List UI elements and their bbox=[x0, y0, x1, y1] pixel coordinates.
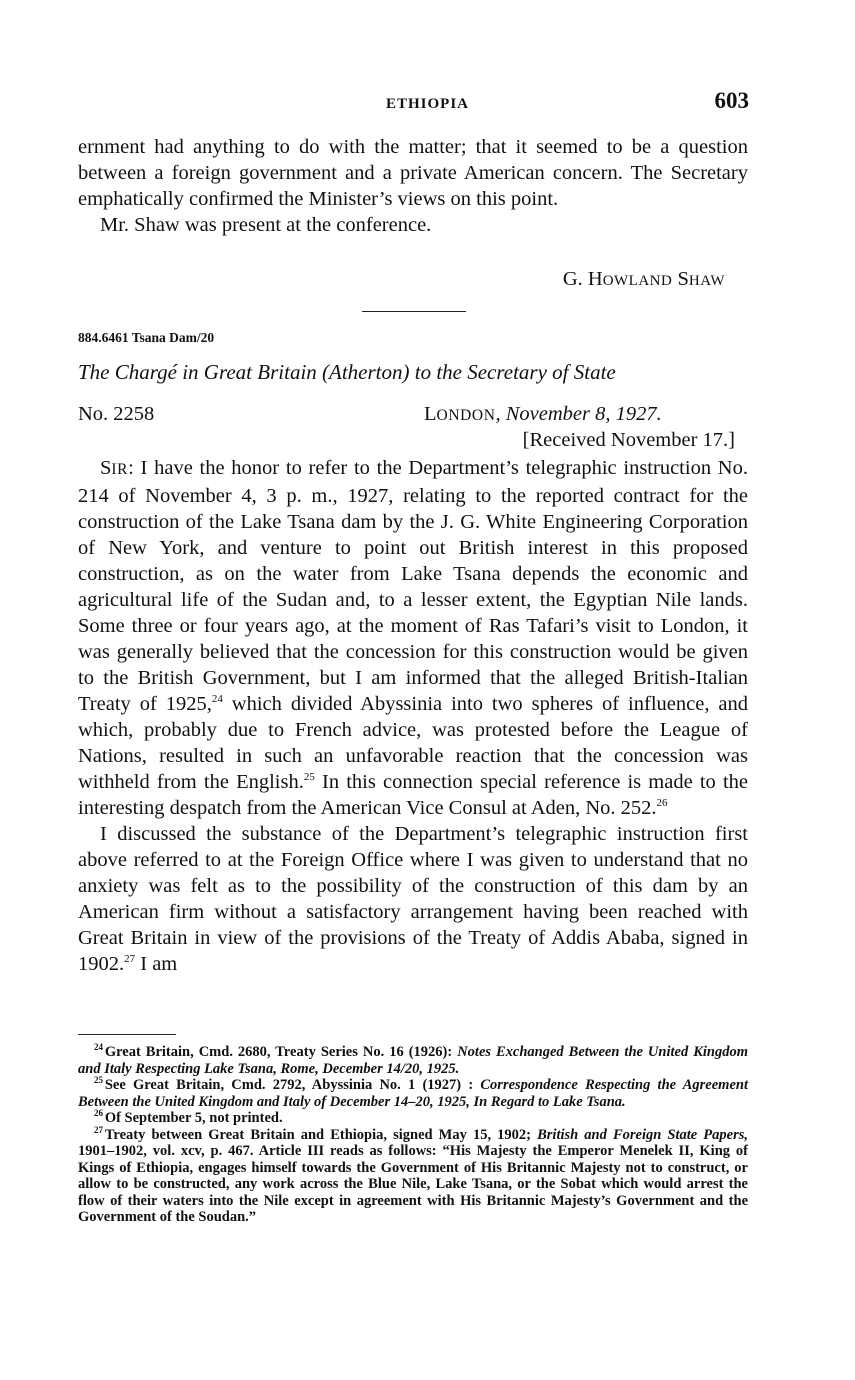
footnote-italic: Notes Exchanged Between the United Kingdom and Italy Respecting Lake Tsana, Rome, December 14/20, 1925. bbox=[78, 1044, 749, 1077]
footnote-italic: Correspondence Respecting the Agreement Between the United Kingdom and Italy of December 14–20, 1925, In Regard to Lake Tsana. bbox=[78, 1077, 748, 1110]
footnote bbox=[78, 1077, 748, 1110]
footnote-text: Of September 5, not printed. bbox=[104, 1110, 283, 1126]
page-header bbox=[0, 88, 855, 120]
salutation-initial: S bbox=[100, 457, 112, 479]
signature-initial: G. H bbox=[562, 268, 603, 290]
footnote bbox=[78, 1124, 749, 1226]
document-place-date bbox=[424, 403, 662, 426]
paragraph-1-part-1: : I have the honor to refer to the Department’s telegraphic instruction No. 214 of November 4, 3 p. m., 1927, relating to the reported contract for the construction of the Lake Tsana dam by the J. G. White Engineering Corporation of New York, and venture to point out British interest in this proposed construction, as on the water from Lake Tsana depends the economic and agricultural life of the Sudan and, to a lesser extent, the Egyptian Nile lands. Some three or four years ago, at the moment of Ras Tafari’s visit to London, it was generally believed that the concession for this construction would be given to the British Government, but I am informed that the alleged British-Italian Treaty of 1925, bbox=[78, 457, 748, 715]
footnote bbox=[78, 1110, 748, 1127]
continuation-paragraph: ernment had anything to do with the matter; that it seemed to be a question between a foreign government and a private American concern. The Secretary emphatically confirmed the Minister’s views on this point. bbox=[78, 136, 748, 210]
received-date: [Received November 17.] bbox=[522, 429, 735, 451]
document-title: The Chargé in Great Britain (Atherton) to the Secretary of State bbox=[78, 360, 616, 384]
footnote-mark: 27 bbox=[94, 1124, 103, 1135]
attendance-paragraph: Mr. Shaw was present at the conference. bbox=[100, 214, 432, 236]
footnote-italic: British and Foreign State Papers, bbox=[537, 1126, 749, 1143]
file-number: 884.6461 Tsana Dam/20 bbox=[78, 330, 215, 345]
running-title: ETHIOPIA bbox=[385, 96, 469, 112]
paragraph-1-part-3: In this connection special reference is made to the interesting despatch from the American Vice Consul at Aden, No. 252. bbox=[78, 771, 748, 819]
footnote-text: See Great Britain, Cmd. 2792, Abyssinia No. 1 (1927) : bbox=[104, 1077, 481, 1093]
footnote bbox=[78, 1044, 748, 1077]
document-date: , November 8, 1927. bbox=[495, 403, 662, 425]
separator-rule bbox=[362, 311, 466, 312]
paragraph-2-part-1: I discussed the substance of the Department’s telegraphic instruction first above referred to at the Foreign Office where I was given to understand that no anxiety was felt as to the possibility of the construction of this dam by an American firm without a satisfactory arrangement having been reached with Great Britain in view of the provisions of the Treaty of Addis Ababa, signed in 1902. bbox=[78, 823, 748, 975]
place-smallcaps: ONDON bbox=[436, 407, 496, 424]
page-number: 603 bbox=[714, 88, 749, 113]
letter-paragraph-2 bbox=[78, 821, 748, 977]
paragraph-1-part-2: which divided Abyssinia into two spheres of influence, and which, probably due to French advice, was protested before the League of Nations, resulted in such an unfavorable reaction that the concession was withheld from the English. bbox=[78, 693, 748, 793]
letter-body bbox=[78, 455, 748, 977]
letter-paragraph-1 bbox=[78, 455, 748, 821]
place-initial: L bbox=[424, 403, 437, 425]
footnote-ref-26: 26 bbox=[656, 797, 668, 810]
footnote-ref-24: 24 bbox=[211, 693, 223, 706]
footnotes bbox=[78, 1044, 748, 1226]
signature-smallcaps-1: OWLAND bbox=[602, 273, 673, 289]
footnote-ref-25: 25 bbox=[303, 771, 315, 784]
footnote-mark: 24 bbox=[94, 1042, 103, 1053]
continuation-text bbox=[78, 134, 748, 238]
salutation-smallcaps: IR bbox=[111, 461, 129, 478]
document-number: No. 2258 bbox=[78, 403, 155, 425]
footnote-mark: 26 bbox=[94, 1108, 103, 1119]
paragraph-2-part-2: I am bbox=[135, 953, 178, 975]
footnote-after: 1901–1902, vol. xcv, p. 467. Article III reads as follows: “His Majesty the Emperor Menelek II, King of Kings of Ethiopia, engages himself towards the Government of His Britannic Majesty not to construct, or allow to be constructed, any work across the Blue Nile, Lake Tsana, or the Sobat which would arrest the flow of their waters into the Nile except in agreement with His Britannic Majesty’s Government and the Government of the Soudan.” bbox=[78, 1143, 748, 1225]
signature bbox=[563, 268, 725, 291]
footnote-ref-27: 27 bbox=[124, 953, 136, 966]
footnote-text: Great Britain, Cmd. 2680, Treaty Series No. 16 (1926): bbox=[104, 1044, 458, 1060]
footnote-mark: 25 bbox=[94, 1075, 103, 1086]
footnote-text: Treaty between Great Britain and Ethiopia, signed May 15, 1902; bbox=[104, 1126, 538, 1143]
footnote-rule bbox=[78, 1034, 176, 1035]
signature-space: S bbox=[672, 268, 689, 290]
signature-smallcaps-2: HAW bbox=[688, 273, 725, 289]
